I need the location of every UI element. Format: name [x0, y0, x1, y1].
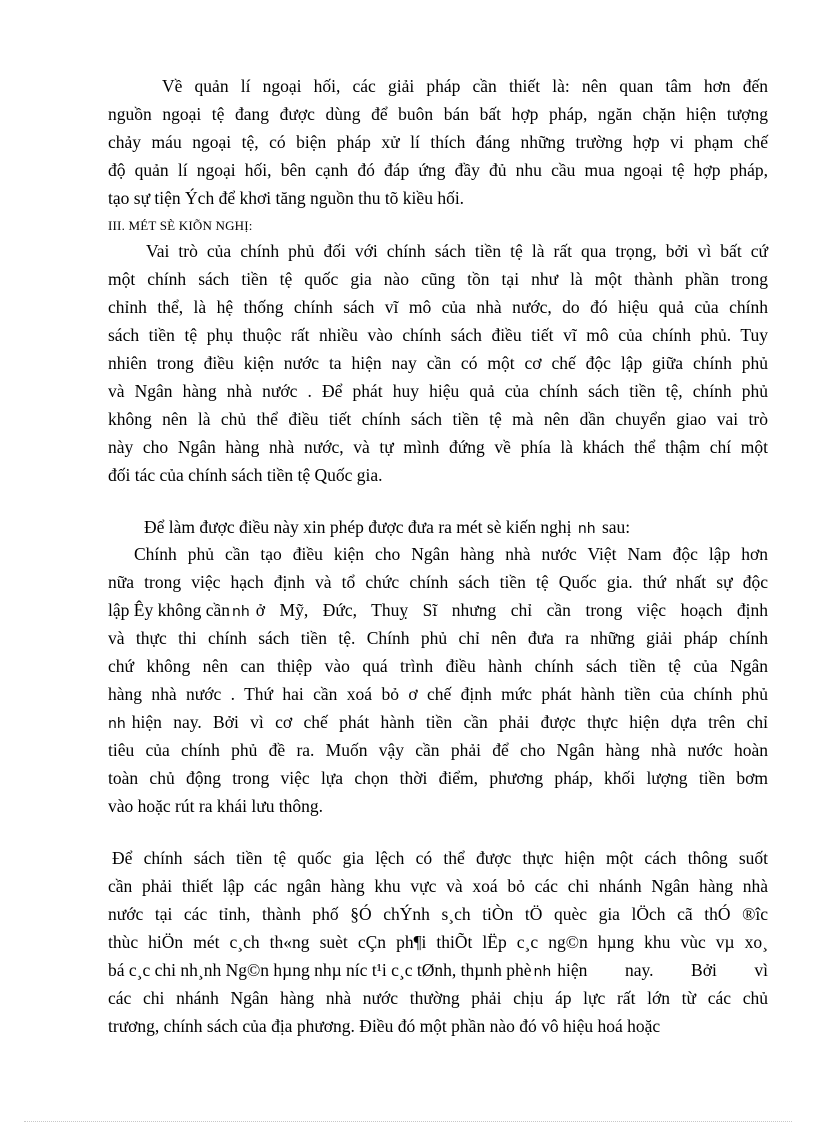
intro-line	[144, 517, 630, 538]
paragraph-role-line-7: không nên là chủ thể điều tiết chính sách tiền tệ mà nên dần chuyển giao vai trò	[108, 409, 768, 429]
intro-text-end: sau:	[601, 517, 631, 537]
paragraph-independence-line-9: toàn chủ động trong việc lựa chọn thời điểm, phương pháp, khối lượng tiền bơm	[108, 768, 768, 788]
line-text: hiện nay. Bởi vì cơ chế phát hành tiền cần phải được thực hiện dựa trên chỉ	[131, 712, 768, 732]
garbled-glyph: nh	[577, 521, 596, 537]
garbled-glyph: nh	[108, 716, 126, 732]
garbled-glyph: nh	[231, 604, 250, 620]
paragraph-role-line-1: Vai trò của chính phủ đối với chính sách tiền tệ là rất qua trọng, bởi vì bất cứ	[146, 241, 768, 261]
paragraph-forex-line-2: nguồn ngoại tệ đang được dùng để buôn bán bất hợp pháp, ngăn chặn hiện tượng	[108, 104, 768, 124]
paragraph-regional-line-1: Để chính sách tiền tệ quốc gia lệch có thể được thực hiện một cách thông suốt	[112, 848, 768, 868]
paragraph-role-line-6: và Ngân hàng nhà nước . Để phát huy hiệu quả của chính sách tiền tệ, chính phủ	[108, 381, 768, 401]
paragraph-regional-line-6: các chi nhánh Ngân hàng nhà nước thường phải chịu áp lực rất lớn từ các chủ	[108, 988, 768, 1008]
paragraph-independence-line-4: và thực thi chính sách tiền tệ. Chính phủ chỉ nên đưa ra những giải pháp chính	[108, 628, 768, 648]
paragraph-regional-line-5	[108, 960, 768, 981]
line-text: hiện nay. Bởi vì	[557, 960, 768, 980]
paragraph-role-line-2: một chính sách tiền tệ quốc gia nào cũng tồn tại như là một thành phần trong	[108, 269, 768, 289]
paragraph-forex-line-5: tạo sự tiện Ých để khơi tăng nguồn thu tõ kiều hối.	[108, 188, 465, 208]
paragraph-independence-line-3	[108, 600, 768, 621]
paragraph-regional-line-7: trương, chính sách của địa phương. Điều đó một phần nào đó vô hiệu hoá hoặc	[108, 1016, 661, 1036]
paragraph-role-line-5: nhiên trong điều kiện nước ta hiện nay cần có một cơ chế độc lập giữa chính phủ	[108, 353, 768, 373]
paragraph-regional-line-3: nước tại các tỉnh, thành phố §Ó chÝnh s¸ch tiÒn tÖ quèc gia lÖch cã thÓ ®îc	[108, 904, 768, 924]
paragraph-forex-line-3: chảy máu ngoại tệ, có biện pháp xử lí thích đáng những trường hợp vi phạm chế	[108, 132, 768, 152]
section-heading: III. MÉT SÈ KIÕN NGHỊ:	[108, 218, 253, 233]
paragraph-independence-line-5: chứ không nên can thiệp vào quá trình điều hành chính sách tiền tệ của Ngân	[108, 656, 768, 676]
page-bottom-divider	[24, 1121, 792, 1122]
paragraph-role-line-4: sách tiền tệ phụ thuộc rất nhiều vào chính sách điều tiết vĩ mô của chính phủ. Tuy	[108, 325, 768, 345]
paragraph-role-line-3: chỉnh thể, là hệ thống chính sách vĩ mô của nhà nước, do đó hiệu quả của chính	[108, 297, 768, 317]
paragraph-independence-line-2: nữa trong việc hạch định và tổ chức chính sách tiền tệ Quốc gia. thứ nhất sự độc	[108, 572, 768, 592]
paragraph-independence-line-8: tiêu của chính phủ đề ra. Muốn vậy cần phải để cho Ngân hàng nhà nước hoàn	[108, 740, 768, 760]
paragraph-independence-line-7	[108, 712, 768, 733]
paragraph-regional-line-2: cần phải thiết lập các ngân hàng khu vực và xoá bỏ các chi nhánh Ngân hàng nhà	[108, 876, 768, 896]
line-text: ở Mỹ, Đức, Thuỵ Sĩ nhưng chỉ cần trong việc hoạch định	[255, 600, 768, 620]
paragraph-role-line-8: này cho Ngân hàng nhà nước, và tự mình đứng về phía là khách thể thậm chí một	[108, 437, 768, 457]
paragraph-independence-line-6: hàng nhà nước . Thứ hai cần xoá bỏ ơ chế định mức phát hành tiền của chính phủ	[108, 684, 768, 704]
garbled-glyph: nh	[533, 964, 552, 980]
line-text: bá c¸c chi nh¸nh Ng©n hµng nhµ níc t¹i c¸c tØnh, thµnh phè	[108, 960, 532, 980]
paragraph-forex-line-1: Về quản lí ngoại hối, các giải pháp cần thiết là: nên quan tâm hơn đến	[162, 76, 768, 96]
paragraph-regional-line-4: thùc hiÖn mét c¸ch th«ng suèt cÇn ph¶i thiÕt lËp c¸c ng©n hµng khu vùc vµ xo¸	[108, 932, 768, 952]
paragraph-role-line-9: đối tác của chính sách tiền tệ Quốc gia.	[108, 465, 383, 485]
paragraph-independence-line-10: vào hoặc rút ra khái lưu thông.	[108, 796, 324, 816]
paragraph-forex-line-4: độ quản lí ngoại hối, bên cạnh đó đáp ứng đầy đủ nhu cầu mua ngoại tệ hợp pháp,	[108, 160, 768, 180]
intro-text: Để làm được điều này xin phép được đưa ra mét sè kiến nghị	[144, 517, 572, 537]
paragraph-independence-line-1: Chính phủ cần tạo điều kiện cho Ngân hàng nhà nước Việt Nam độc lập hơn	[134, 544, 768, 564]
line-text: lập Êy không cần	[108, 600, 230, 620]
